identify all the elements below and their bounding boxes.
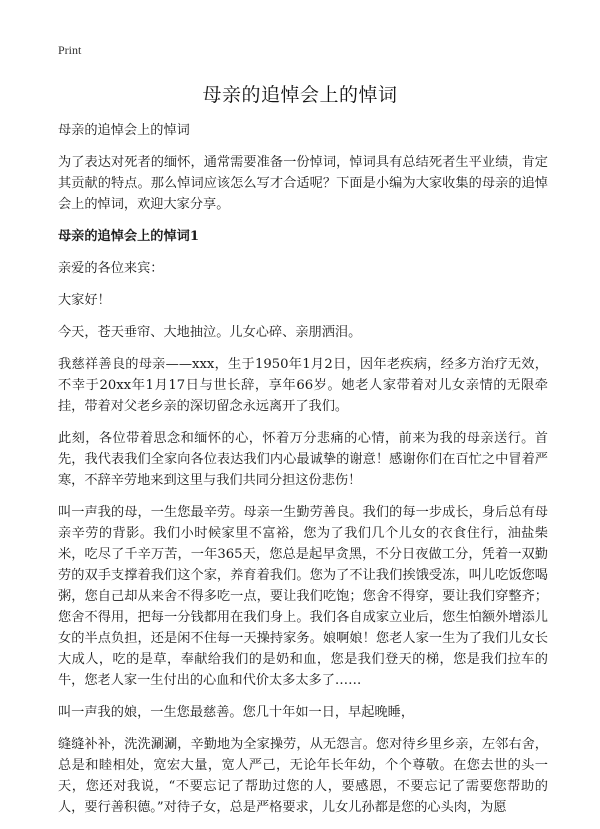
paragraph-mourning: 今天，苍天垂帘、大地抽泣。儿女心碎、亲朋洒泪。 bbox=[58, 325, 362, 340]
paragraph-subtitle: 母亲的追悼会上的悼词 bbox=[58, 123, 190, 138]
paragraph-salutation: 亲爱的各位来宾： bbox=[58, 261, 164, 276]
paragraph-intro: 为了表达对死者的缅怀，通常需要准备一份悼词，悼词具有总结死者生平业绩，肯定其贡献的特点。那么悼词应该怎么写才合适呢？下面是小编为大家收集的母亲的追悼会上的悼词，欢迎大家分享。 bbox=[58, 155, 548, 212]
paragraph-kindness-continued: 缝缝补补，洗洗涮涮，辛勤地为全家操劳，从无怨言。您对待乡里乡亲，左邻右舍，总是和睦相处，宽宏大量，宽人严己，无论年长年幼，个个尊敬。在您去世的头一天，您还对我说，“不要忘记了帮助过您的人，要感恩，不要忘记了需要您帮助的人，要行善积德。”对待子女，总是严格要求，儿女儿孙都是您的心头肉，为愿 bbox=[58, 737, 548, 815]
paragraph-greeting: 大家好！ bbox=[58, 293, 111, 308]
paragraph-kindness: 叫一声我的娘，一生您最慈善。您几十年如一日，早起晚睡， bbox=[58, 705, 415, 720]
page-title: 母亲的追悼会上的悼词 bbox=[202, 84, 398, 106]
document-body bbox=[58, 120, 548, 829]
section-heading: 母亲的追悼会上的悼词1 bbox=[58, 229, 200, 244]
paragraph-hardworking: 叫一声我的母，一生您最辛劳。母亲一生勤劳善良。我们的每一步成长，身后总有母亲辛劳的背影。我们小时候家里不富裕，您为了我们几个儿女的衣食住行，油盐柴米，吃尽了千辛万苦，一年365天，您总是起早贪黑，不分日夜做工分，凭着一双勤劳的双手支撑着我们这个家，养育着我们。您为了不让我们挨饿受冻，叫儿吃饭您喝粥，您自己却从来舍不得多吃一点，要让我们吃饱；您舍不得穿，要让我们穿整齐；您舍不得用，把每一分钱都用在我们身上。我们各自成家立业后，您生怕额外增添儿女的半点负担，还是闲不住每一天操持家务。娘啊娘！您老人家一生为了我们儿女长大成人，吃的是草，奉献给我们的是奶和血，您是我们登天的梯，您是我们拉车的牛，您老人家一生付出的心血和代价太多太多了…… bbox=[58, 505, 548, 688]
paragraph-thanks: 此刻，各位带着思念和缅怀的心，怀着万分悲痛的心情，前来为我的母亲送行。首先，我代表我们全家向各位表达我们内心最诚挚的谢意！感谢你们在百忙之中冒着严寒，不辞辛劳地来到这里与我们共同分担这份悲伤！ bbox=[58, 431, 548, 488]
print-link[interactable]: Print bbox=[58, 43, 82, 57]
paragraph-biography: 我慈祥善良的母亲——xxx，生于1950年1月2日，因年老疾病，经多方治疗无效，不幸于20xx年1月17日与世长辞，享年66岁。她老人家带着对儿女亲情的无限牵挂，带着对父老乡亲的深切留念永远离开了我们。 bbox=[58, 357, 548, 414]
